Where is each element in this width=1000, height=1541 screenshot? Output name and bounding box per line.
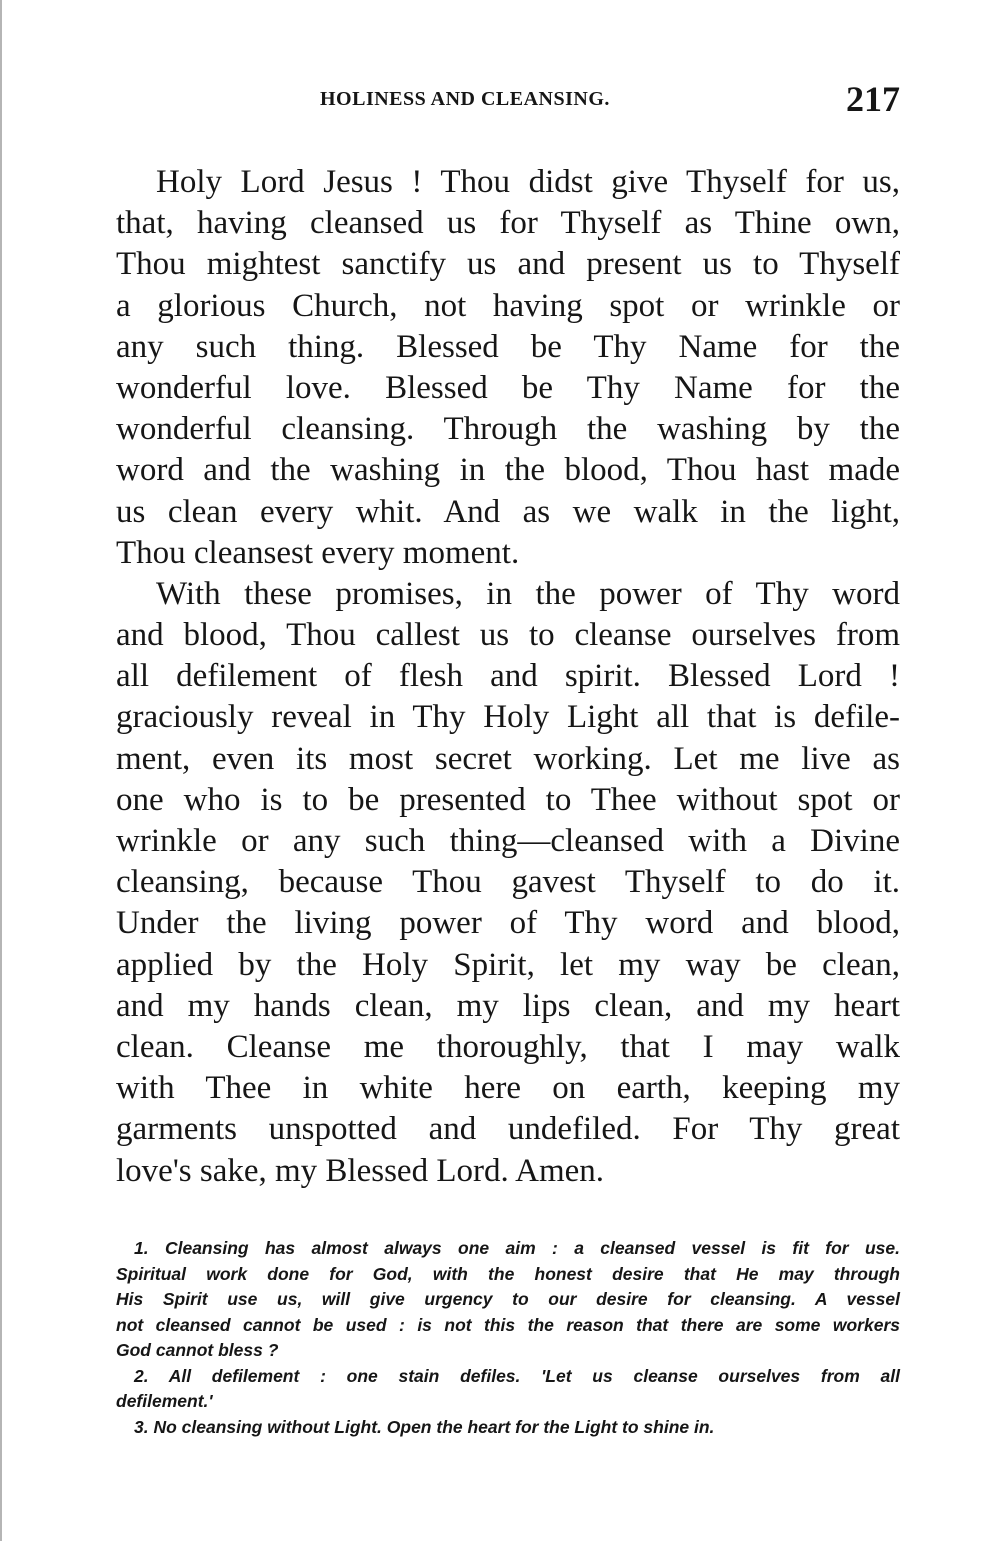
text-line: wonderful cleansing. Through the washing by the <box>116 411 900 448</box>
text-line: Thou mightest sanctify us and present us to Thyself <box>116 246 900 283</box>
text-line: love's sake, my Blessed Lord. Amen. <box>116 1152 605 1189</box>
text-line: and my hands clean, my lips clean, and my heart <box>116 987 900 1024</box>
text-line: that, having cleansed us for Thyself as Thine own, <box>116 205 900 242</box>
note-line: defilement.' <box>116 1391 213 1411</box>
text-line: clean. Cleanse me thoroughly, that I may walk <box>116 1028 900 1065</box>
text-line: with Thee in white here on earth, keeping my <box>116 1070 900 1107</box>
text-line: cleansing, because Thou gavest Thyself to do it. <box>116 864 900 901</box>
note-line: Spiritual work done for God, with the honest desire that He may through <box>116 1263 900 1284</box>
running-head <box>116 78 900 122</box>
note-line: 2. All defilement : one stain defiles. 'Let us cleanse ourselves from all <box>134 1365 900 1386</box>
text-line: applied by the Holy Spirit, let my way be clean, <box>116 946 900 983</box>
text-line: word and the washing in the blood, Thou hast made <box>116 452 900 489</box>
text-line: ment, even its most secret working. Let me live as <box>116 740 900 777</box>
text-line: any such thing. Blessed be Thy Name for the <box>116 328 900 365</box>
page-number: 217 <box>846 79 900 119</box>
body-text <box>116 162 900 1192</box>
text-line: a glorious Church, not having spot or wrinkle or <box>116 287 900 324</box>
footnotes <box>116 1236 900 1440</box>
page-edge <box>0 0 6 1541</box>
note-line: not cleansed cannot be used : is not this the reason that there are some workers <box>116 1314 900 1335</box>
note-line: God cannot bless ? <box>116 1340 279 1360</box>
text-line: us clean every whit. And as we walk in the light, <box>116 493 900 530</box>
text-line: all defilement of flesh and spirit. Blessed Lord ! <box>116 658 900 695</box>
text-line: With these promises, in the power of Thy word <box>156 575 900 612</box>
text-line: and blood, Thou callest us to cleanse ourselves from <box>116 617 900 654</box>
text-line: Holy Lord Jesus ! Thou didst give Thyself for us, <box>156 164 900 200</box>
text-line: graciously reveal in Thy Holy Light all that is defile- <box>116 699 900 736</box>
text-line: Thou cleansest every moment. <box>116 534 520 571</box>
note-line: 3. No cleansing without Light. Open the heart for the Light to shine in. <box>134 1416 715 1437</box>
note-line: 1. Cleansing has almost always one aim : a cleansed vessel is fit for use. <box>134 1238 900 1258</box>
text-line: wonderful love. Blessed be Thy Name for the <box>116 369 900 406</box>
running-title: HOLINESS AND CLEANSING. <box>320 88 610 110</box>
text-line: wrinkle or any such thing—cleansed with a Divine <box>116 823 900 859</box>
note-line: His Spirit use us, will give urgency to our desire for cleansing. A vessel <box>116 1289 900 1309</box>
text-line: garments unspotted and undefiled. For Thy great <box>116 1111 900 1148</box>
text-line: one who is to be presented to Thee without spot or <box>116 781 900 818</box>
text-line: Under the living power of Thy word and blood, <box>116 905 900 942</box>
